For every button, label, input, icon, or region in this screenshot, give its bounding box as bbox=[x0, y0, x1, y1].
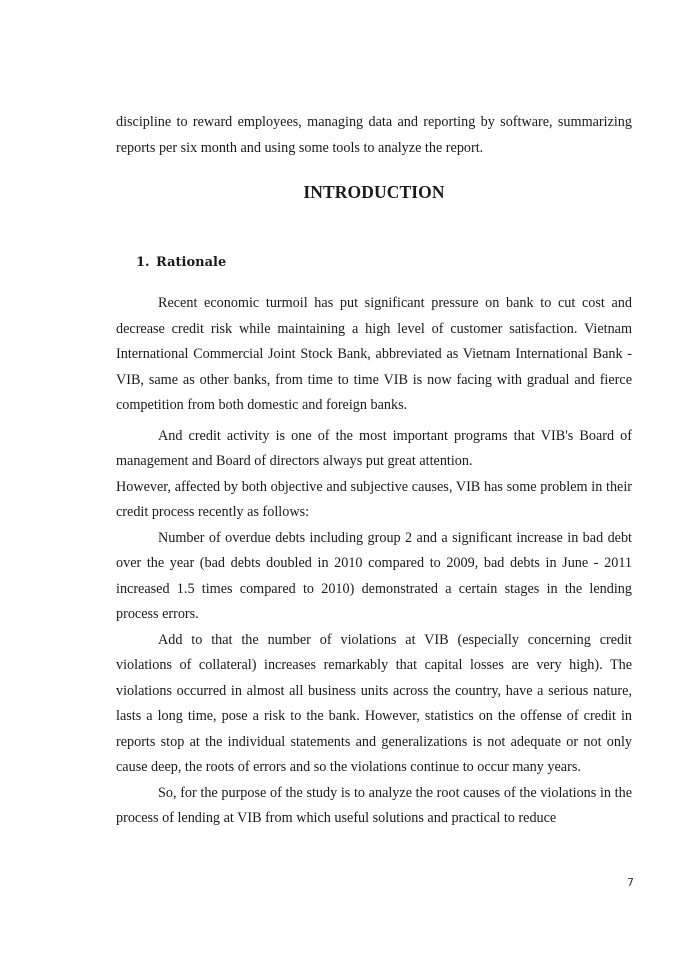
section-heading bbox=[116, 250, 632, 276]
paragraph-overdue-debts: Number of overdue debts including group 2 and a significant increase in bad debt over the year (bad debts doubled in 2010 compared to 2009, bad debts in June - 2011 increased 1.5 times compared to 2010) demonstrated a certain stages in the lending process errors. bbox=[116, 529, 632, 622]
section-number: 1. bbox=[136, 254, 150, 270]
paragraph-study-purpose: So, for the purpose of the study is to analyze the root causes of the violations in the process of lending at VIB from which useful solutions and practical to reduce bbox=[116, 784, 632, 826]
section-title: Rationale bbox=[156, 254, 227, 270]
chapter-heading: INTRODUCTION bbox=[303, 182, 445, 202]
page-content bbox=[116, 110, 632, 832]
page-number: 7 bbox=[627, 876, 634, 889]
paragraph-economic-turmoil: Recent economic turmoil has put significant pressure on bank to cut cost and decrease credit risk while maintaining a high level of customer satisfaction. Vietnam International Commercial Joint Stock Bank, abbreviated as Vietnam International Bank - VIB, same as other banks, from time to time VIB is now facing with gradual and fierce competition from both domestic and foreign banks. bbox=[116, 295, 632, 413]
paragraph-violations: Add to that the number of violations at VIB (especially concerning credit violations of collateral) increases remarkably that capital losses are very high). The violations occurred in almost all business units across the country, have a serious nature, lasts a long time, pose a risk to the bank. However, statistics on the offense of credit in reports stop at the individual statements and generalizations is not adequate or not only cause deep, the roots of errors and so the violations continue to occur many years. bbox=[116, 631, 632, 775]
paragraph-credit-problems: However, affected by both objective and subjective causes, VIB has some problem in their credit process recently as follows: bbox=[116, 478, 632, 520]
paragraph-credit-activity: And credit activity is one of the most important programs that VIB's Board of management and Board of directors always put great attention. bbox=[116, 427, 632, 469]
continuation-paragraph: discipline to reward employees, managing data and reporting by software, summarizing reports per six month and using some tools to analyze the report. bbox=[116, 114, 632, 156]
